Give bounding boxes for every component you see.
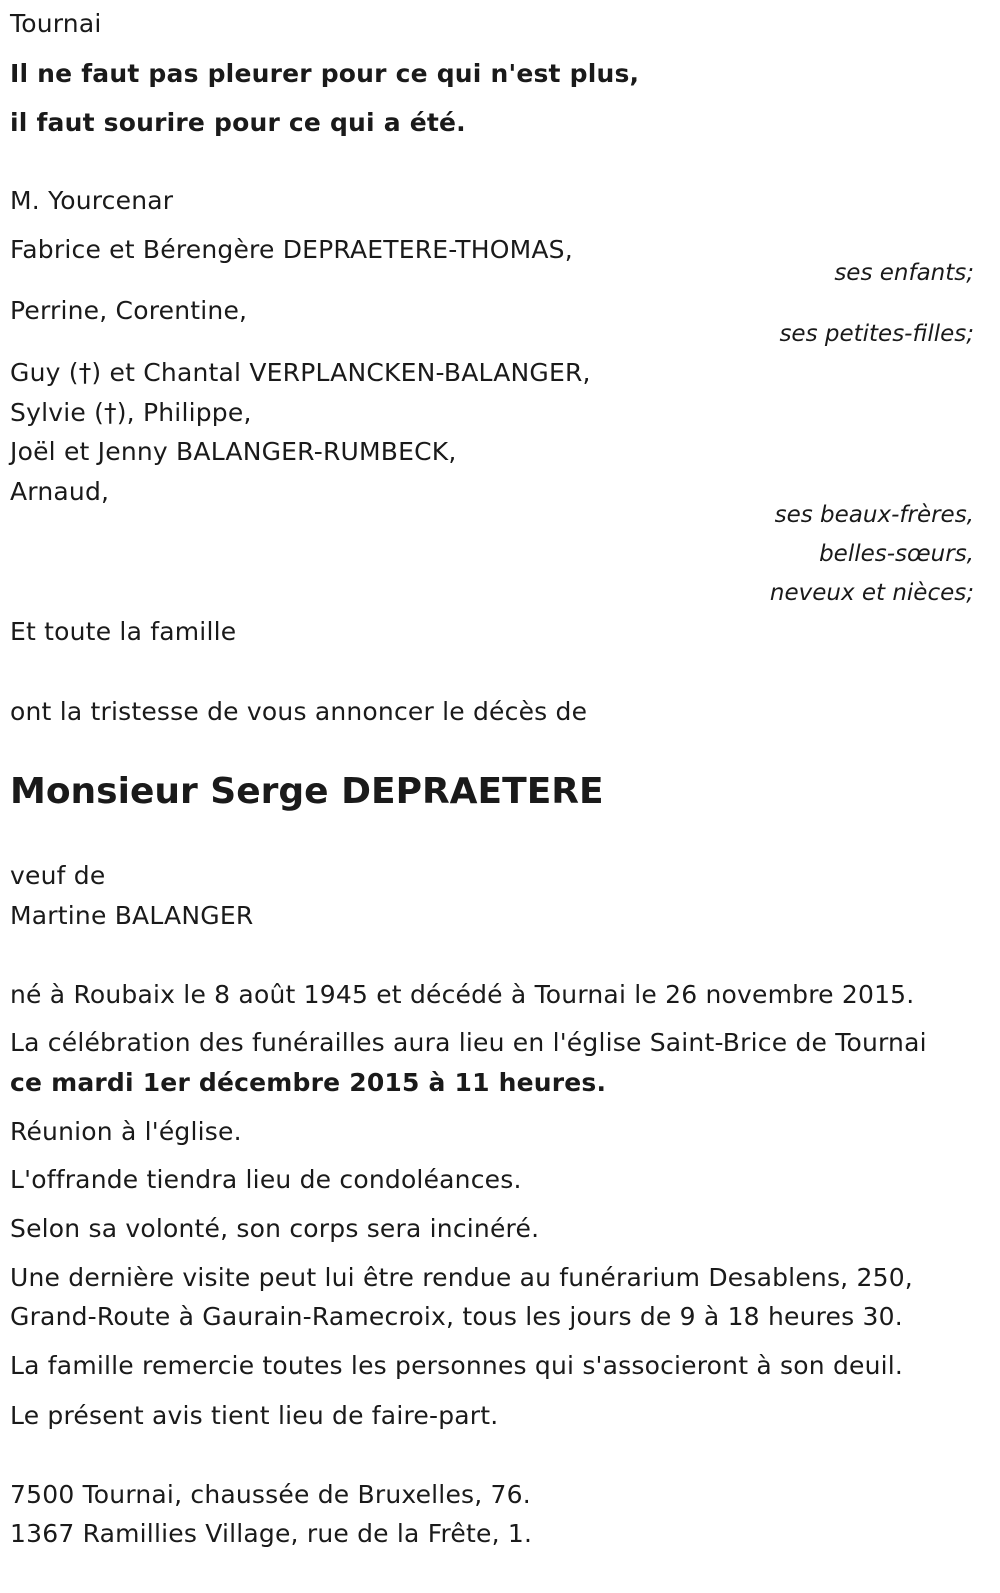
funeral-line-2: ce mardi 1er décembre 2015 à 11 heures.	[10, 1068, 607, 1097]
address-line: 1367 Ramillies Village, rue de la Frête, 1.	[10, 1519, 533, 1548]
quote-line-1: Il ne faut pas pleurer pour ce qui n'est plus,	[10, 59, 640, 88]
address-line: 7500 Tournai, chaussée de Bruxelles, 76.	[10, 1480, 531, 1509]
visit-line-2: Grand-Route à Gaurain-Ramecroix, tous les jours de 9 à 18 heures 30.	[10, 1302, 903, 1331]
offering-info: L'offrande tiendra lieu de condoléances.	[10, 1165, 522, 1194]
inlaw-line: Arnaud,	[10, 477, 110, 506]
inlaws-role-line: belles-sœurs,	[819, 541, 974, 567]
meeting-info: Réunion à l'église.	[10, 1117, 242, 1146]
whole-family: Et toute la famille	[10, 617, 237, 646]
inlaw-line: Joël et Jenny BALANGER-RUMBECK,	[10, 437, 457, 466]
birth-death: né à Roubaix le 8 août 1945 et décédé à Tournai le 26 novembre 2015.	[10, 980, 915, 1009]
grandchildren-role: ses petites-filles;	[779, 321, 974, 347]
notice-info: Le présent avis tient lieu de faire-part.	[10, 1401, 499, 1430]
grandchildren: Perrine, Corentine,	[10, 296, 248, 325]
deceased-name: Monsieur Serge DEPRAETERE	[10, 771, 604, 812]
funeral-line-1: La célébration des funérailles aura lieu en l'église Saint-Brice de Tournai	[10, 1028, 927, 1057]
children-role: ses enfants;	[834, 260, 974, 286]
inlaws-role-line: neveux et nièces;	[769, 580, 974, 606]
companion: M. Yourcenar	[10, 186, 174, 215]
inlaw-line: Guy (†) et Chantal VERPLANCKEN-BALANGER,	[10, 358, 591, 387]
widower-of: veuf de	[10, 861, 106, 890]
spouse-name: Martine BALANGER	[10, 901, 254, 930]
cremation-info: Selon sa volonté, son corps sera incinéré.	[10, 1214, 540, 1243]
quote-line-2: il faut sourire pour ce qui a été.	[10, 108, 466, 137]
city: Tournai	[10, 9, 102, 38]
announcement-intro: ont la tristesse de vous annoncer le décès de	[10, 697, 588, 726]
visit-line-1: Une dernière visite peut lui être rendue au funérarium Desablens, 250,	[10, 1263, 913, 1292]
thanks-info: La famille remercie toutes les personnes qui s'associeront à son deuil.	[10, 1351, 904, 1380]
inlaw-line: Sylvie (†), Philippe,	[10, 398, 252, 427]
children: Fabrice et Bérengère DEPRAETERE-THOMAS,	[10, 235, 573, 264]
inlaws-role-line: ses beaux-frères,	[774, 502, 974, 528]
